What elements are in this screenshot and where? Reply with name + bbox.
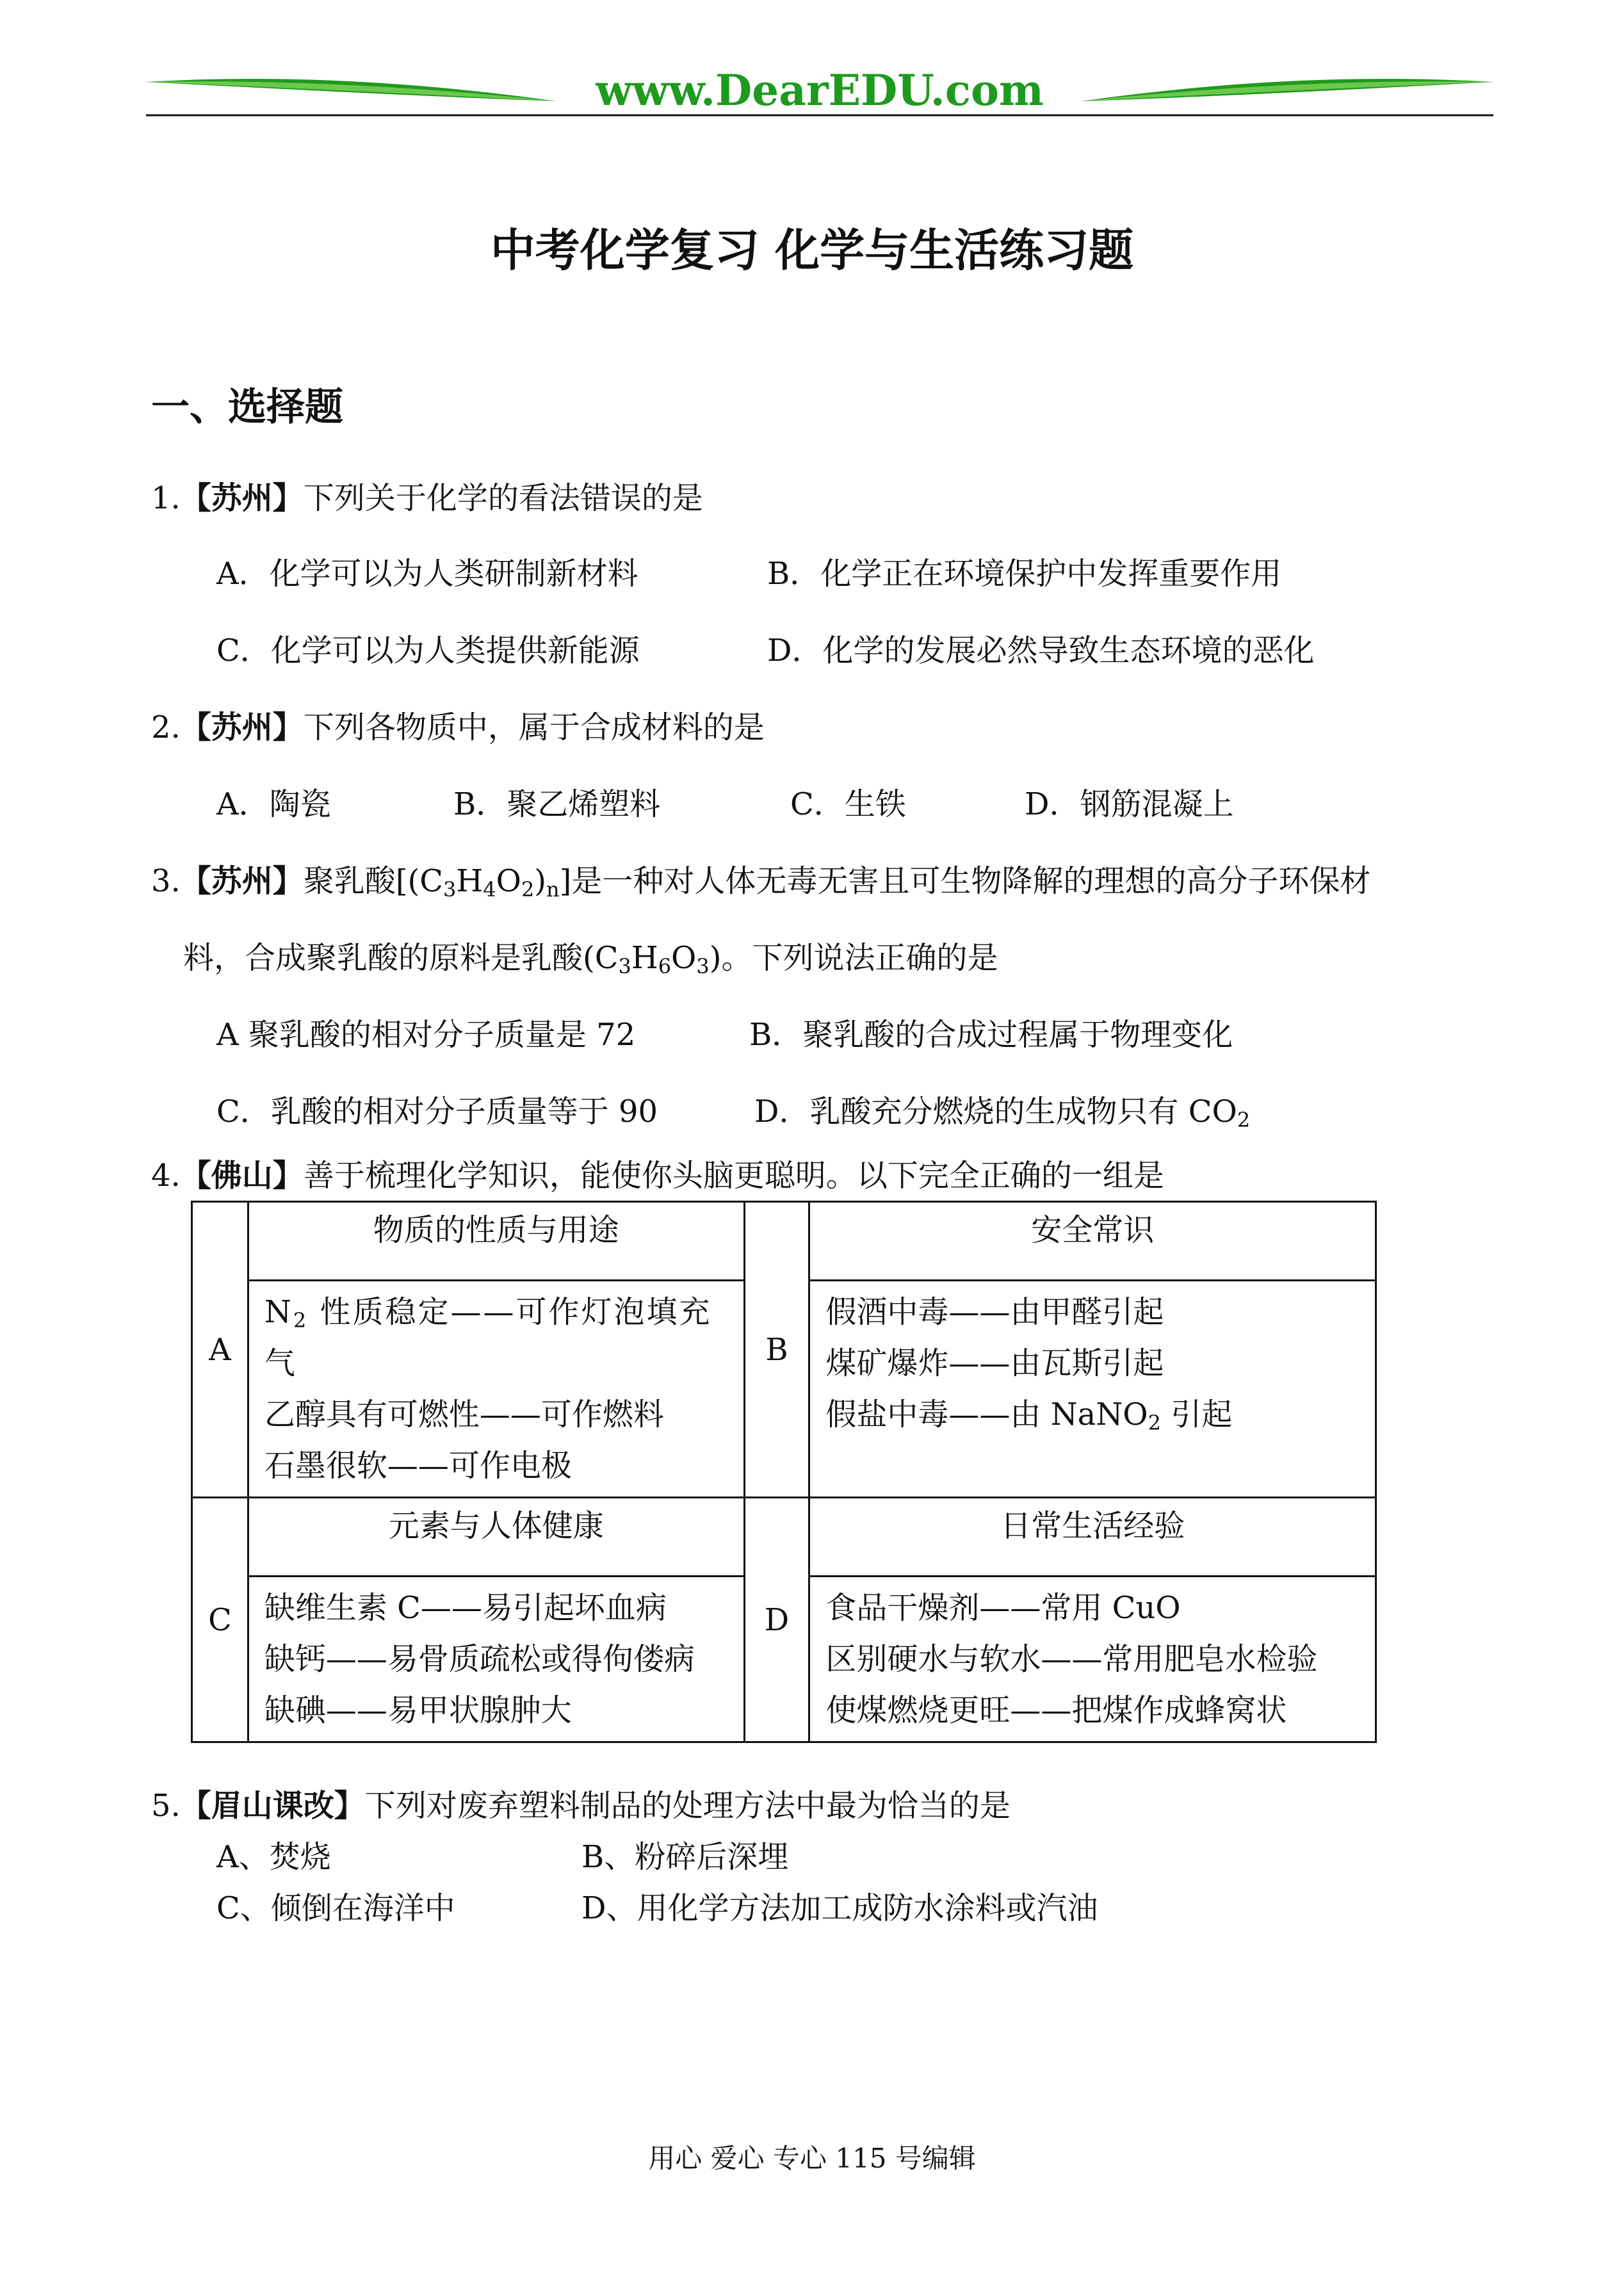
q2-option-a: A．陶瓷 bbox=[216, 786, 331, 822]
q1-option-a: A．化学可以为人类研制新材料 bbox=[216, 556, 638, 592]
q2-option-d: D．钢筋混凝上 bbox=[1025, 786, 1234, 822]
q4-d-line1: 食品干燥剂——常用 CuO bbox=[825, 1590, 1181, 1626]
question-1-stem: 1.【苏州】下列关于化学的看法错误的是 bbox=[151, 480, 703, 516]
q4-d-content bbox=[809, 1577, 1376, 1742]
question-3-stem-line2: 料，合成聚乳酸的原料是乳酸$(C_3H_6O_3)$。下列说法正确的是 bbox=[183, 940, 998, 978]
q5-option-d: D、用化学方法加工成防水涂料或汽油 bbox=[581, 1890, 1098, 1926]
q4-option-table bbox=[191, 1201, 1377, 1743]
q4-c-content bbox=[248, 1577, 744, 1742]
q4-c-line2: 缺钙——易骨质疏松或得佝偻病 bbox=[264, 1641, 695, 1677]
q5-option-b: B、粉碎后深埋 bbox=[581, 1839, 789, 1875]
site-logo-text: www.DearEDU.com bbox=[596, 65, 1044, 115]
header-banner bbox=[146, 64, 1493, 128]
q4-b-line3: 假盐中毒——由 NaNO$_2$ 引起 bbox=[825, 1397, 1233, 1435]
q4-b-heading: 安全常识 bbox=[809, 1202, 1376, 1281]
q5-option-c: C、倾倒在海洋中 bbox=[216, 1890, 455, 1926]
q4-a-line3: 石墨很软——可作电极 bbox=[264, 1448, 572, 1484]
q2-option-b: B．聚乙烯塑料 bbox=[453, 786, 661, 822]
q4-d-line3: 使煤燃烧更旺——把煤作成蜂窝状 bbox=[825, 1692, 1287, 1728]
q5-option-a: A、焚烧 bbox=[216, 1839, 331, 1875]
q4-a-line1-wrap: 气 bbox=[264, 1345, 295, 1381]
q4-d-heading: 日常生活经验 bbox=[809, 1498, 1376, 1577]
q1-option-d: D．化学的发展必然导致生态环境的恶化 bbox=[767, 633, 1315, 669]
q4-a-heading: 物质的性质与用途 bbox=[248, 1202, 744, 1281]
q4-letter-b: B bbox=[744, 1202, 809, 1498]
page-footer: 用心 爱心 专心 115 号编辑 bbox=[648, 2143, 976, 2174]
q4-d-line2: 区别硬水与软水——常用肥皂水检验 bbox=[825, 1641, 1318, 1677]
section-heading: 一、选择题 bbox=[151, 385, 343, 430]
q4-letter-a: A bbox=[192, 1202, 248, 1498]
q4-b-content bbox=[809, 1281, 1376, 1498]
q1-option-c: C．化学可以为人类提供新能源 bbox=[216, 633, 640, 669]
q1-option-b: B．化学正在环境保护中发挥重要作用 bbox=[767, 556, 1282, 592]
q3-option-d: D．乳酸充分燃烧的生成物只有 $CO_2$ bbox=[754, 1094, 1251, 1132]
q3-option-c: C．乳酸的相对分子质量等于 90 bbox=[216, 1094, 658, 1130]
q4-b-line1: 假酒中毒——由甲醛引起 bbox=[825, 1294, 1164, 1330]
page-title: 中考化学复习 化学与生活练习题 bbox=[490, 224, 1134, 277]
question-5-stem: 5.【眉山课改】下列对废弃塑料制品的处理方法中最为恰当的是 bbox=[151, 1788, 1011, 1824]
q4-c-line3: 缺碘——易甲状腺肿大 bbox=[264, 1692, 572, 1728]
q2-option-c: C．生铁 bbox=[790, 786, 906, 822]
question-4-stem: 4.【佛山】善于梳理化学知识，能使你头脑更聪明。以下完全正确的一组是 bbox=[151, 1158, 1164, 1194]
q4-c-heading: 元素与人体健康 bbox=[248, 1498, 744, 1577]
question-3-stem-line1: 3.【苏州】聚乳酸$[(C_3H_4O_2)_n]$是一种对人体无毒无害且可生物降解的理想的高分子环保材 bbox=[151, 863, 1371, 902]
q3-option-b: B．聚乳酸的合成过程属于物理变化 bbox=[749, 1017, 1233, 1053]
q4-letter-d: D bbox=[744, 1498, 809, 1742]
q4-a-content bbox=[248, 1281, 744, 1498]
question-2-stem: 2.【苏州】下列各物质中，属于合成材料的是 bbox=[151, 710, 765, 745]
q3-option-a: A 聚乳酸的相对分子质量是 72 bbox=[216, 1017, 636, 1053]
q4-b-line2: 煤矿爆炸——由瓦斯引起 bbox=[825, 1345, 1164, 1381]
q4-letter-c: C bbox=[192, 1498, 248, 1742]
q4-c-line1: 缺维生素 C——易引起坏血病 bbox=[264, 1590, 667, 1626]
q4-a-line1: $N_2$ 性质稳定——可作灯泡填充 bbox=[264, 1294, 712, 1333]
q4-a-line2: 乙醇具有可燃性——可作燃料 bbox=[264, 1397, 664, 1432]
